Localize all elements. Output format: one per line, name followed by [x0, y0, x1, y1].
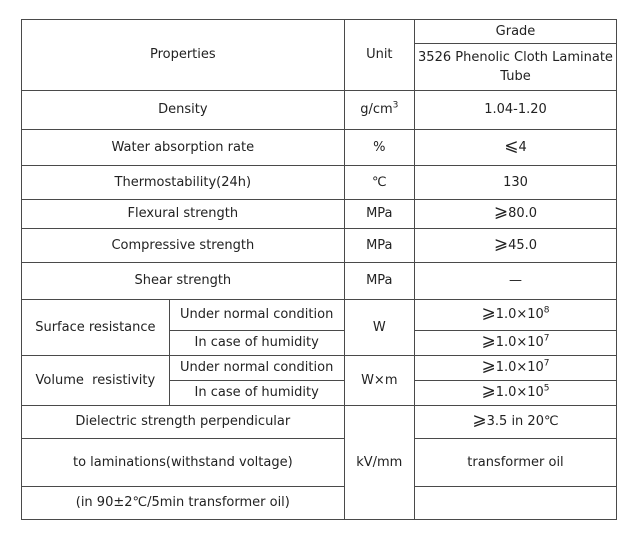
dielectric-line-2: to laminations(withstand voltage) — [22, 439, 345, 487]
table-row — [22, 166, 617, 200]
header-grade: Grade — [414, 20, 616, 44]
value-surface-humidity: $⩾1.0\times 10^7$ — [414, 331, 616, 356]
property-water-absorption: Water absorption rate — [22, 130, 345, 166]
condition-volume-humidity: In case of humidity — [169, 381, 344, 406]
table-row — [22, 200, 617, 229]
property-flexural: Flexural strength — [22, 200, 345, 229]
properties-table — [21, 19, 617, 520]
table-row — [22, 356, 617, 381]
property-density: Density — [22, 91, 345, 130]
unit-water-absorption: % — [344, 130, 414, 166]
property-volume-resistivity: Volume resistivity — [22, 356, 170, 406]
header-row — [22, 20, 617, 44]
table-row — [22, 439, 617, 487]
unit-surface-resistance: W — [344, 300, 414, 356]
value-density: 1.04-1.20 — [414, 91, 616, 130]
value-surface-normal: $⩾1.0\times 10^8$ — [414, 300, 616, 331]
header-properties: Properties — [22, 20, 345, 91]
value-volume-normal: $⩾1.0\times 10^7$ — [414, 356, 616, 381]
condition-surface-normal: Under normal condition — [169, 300, 344, 331]
dielectric-line-1: Dielectric strength perpendicular — [22, 406, 345, 439]
unit-volume-resistivity: W×m — [344, 356, 414, 406]
unit-dielectric: kV/mm — [344, 406, 414, 520]
table-row — [22, 130, 617, 166]
header-unit: Unit — [344, 20, 414, 91]
dielectric-line-3: (in 90±2℃/5min transformer oil) — [22, 487, 345, 520]
value-water-absorption: ⩽4 — [414, 130, 616, 166]
value-volume-humidity: $⩾1.0\times 10^5$ — [414, 381, 616, 406]
property-compressive: Compressive strength — [22, 229, 345, 263]
condition-surface-humidity: In case of humidity — [169, 331, 344, 356]
table-row — [22, 406, 617, 439]
value-thermostability: 130 — [414, 166, 616, 200]
table-row — [22, 487, 617, 520]
property-shear: Shear strength — [22, 263, 345, 300]
value-compressive: ⩾45.0 — [414, 229, 616, 263]
condition-volume-normal: Under normal condition — [169, 356, 344, 381]
value-dielectric-3 — [414, 487, 616, 520]
value-flexural: ⩾80.0 — [414, 200, 616, 229]
table-row — [22, 263, 617, 300]
property-surface-resistance: Surface resistance — [22, 300, 170, 356]
property-thermostability: Thermostability(24h) — [22, 166, 345, 200]
header-product: 3526 Phenolic Cloth Laminate Tube — [414, 44, 616, 91]
table-row — [22, 300, 617, 331]
table-row — [22, 229, 617, 263]
unit-flexural: MPa — [344, 200, 414, 229]
unit-compressive: MPa — [344, 229, 414, 263]
value-dielectric-1: ⩾3.5 in 20℃ — [414, 406, 616, 439]
value-dielectric-2: transformer oil — [414, 439, 616, 487]
unit-density: $g/cm^3$ — [344, 91, 414, 130]
unit-thermostability: ℃ — [344, 166, 414, 200]
value-shear: — — [414, 263, 616, 300]
table-row — [22, 91, 617, 130]
unit-shear: MPa — [344, 263, 414, 300]
